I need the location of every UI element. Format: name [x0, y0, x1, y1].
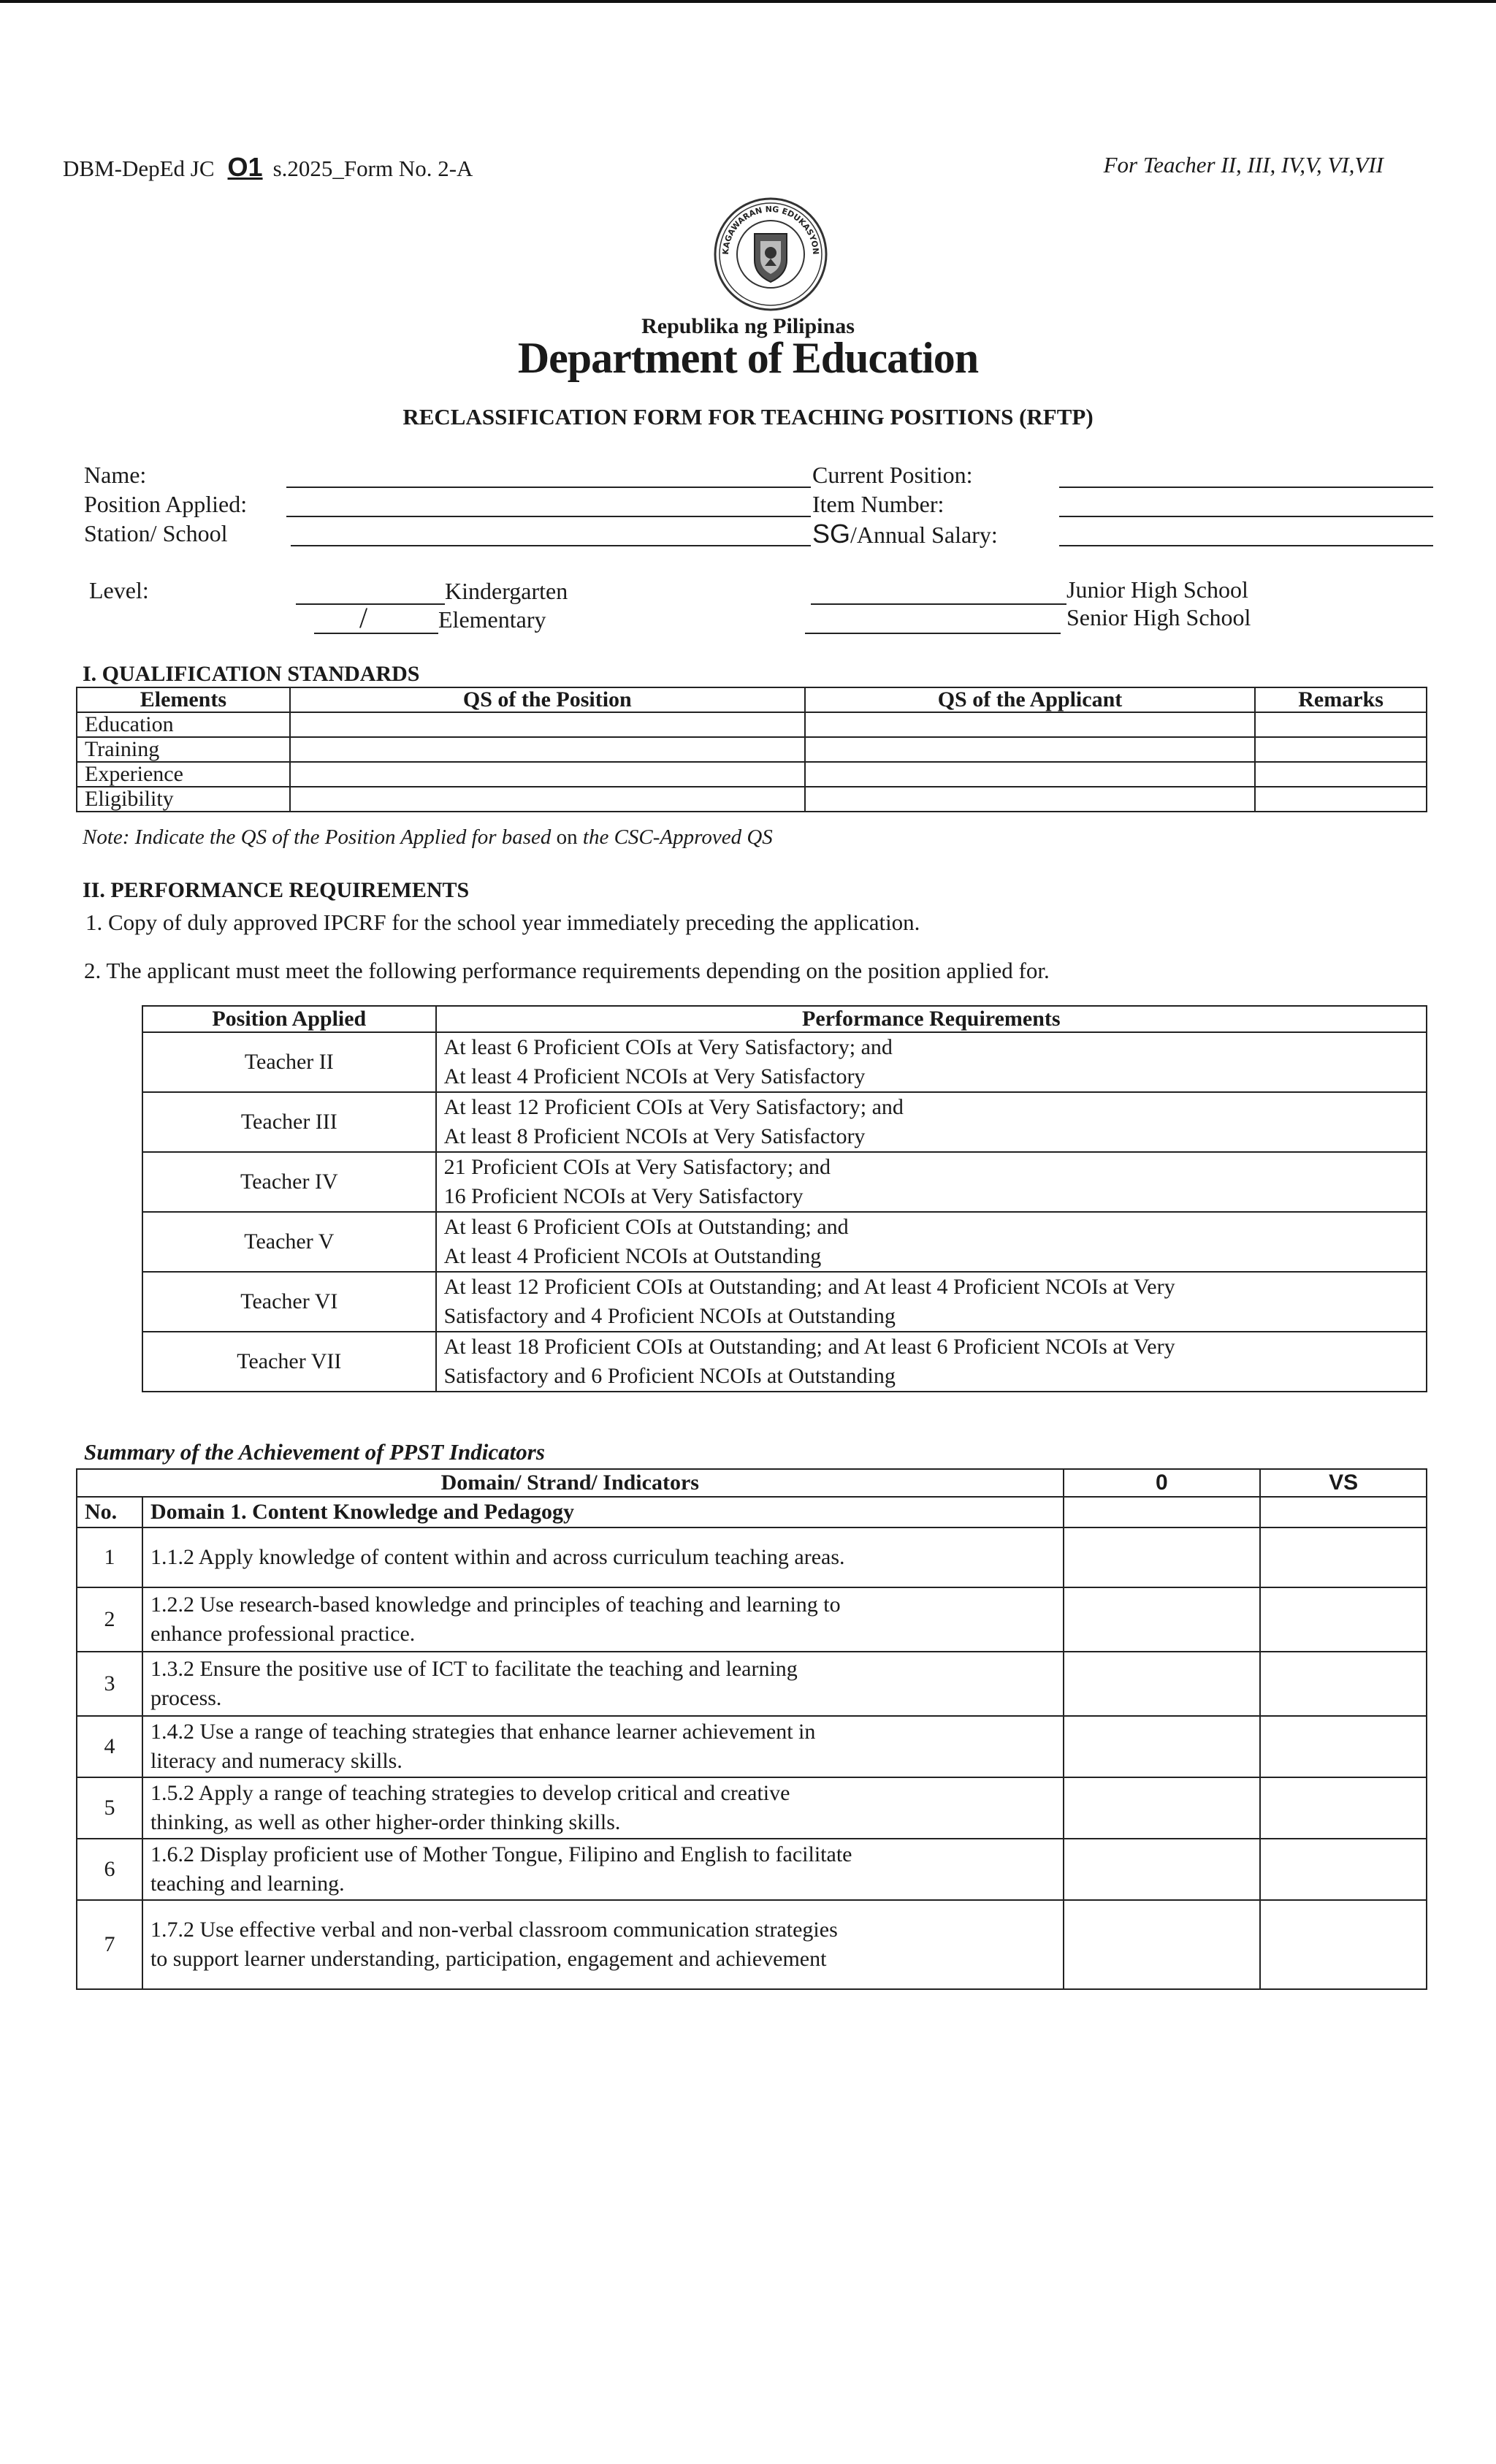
- table-row: Teacher VI At least 12 Proficient COIs at Outstanding; and At least 4 Proficient NCOIs at Very Satisfactory and 4 Proficient NCOIs at Outstanding: [142, 1272, 1427, 1332]
- elementary-blank[interactable]: [314, 633, 438, 634]
- position-applied-label: Position Applied:: [84, 491, 248, 517]
- table-row: 1 1.1.2 Apply knowledge of content within and across curriculum teaching areas.: [77, 1527, 1427, 1587]
- station-school-field[interactable]: [291, 545, 811, 546]
- deped-seal-icon: [712, 196, 829, 313]
- domain-row: No. Domain 1. Content Knowledge and Pedagogy: [77, 1497, 1427, 1527]
- current-position-label: Current Position:: [812, 462, 973, 488]
- qualification-table: [76, 687, 1427, 812]
- svg-text:KAGAWARAN NG EDUKASYON: KAGAWARAN NG EDUKASYON: [720, 204, 821, 255]
- item-number-label: Item Number:: [812, 491, 944, 517]
- col-elements: Elements: [77, 687, 290, 712]
- table-row: 6 1.6.2 Display proficient use of Mother Tongue, Filipino and English to facilitate teaching and learning.: [77, 1839, 1427, 1900]
- current-position-field[interactable]: [1059, 487, 1433, 488]
- performance-table: [142, 1005, 1427, 1392]
- junior-high-label: Junior High School: [1066, 576, 1248, 603]
- table-row: Eligibility: [77, 787, 1427, 812]
- table-row: 5 1.5.2 Apply a range of teaching strategies to develop critical and creative thinking, as well as other higher-order thinking skills.: [77, 1777, 1427, 1839]
- table-row: Teacher VII At least 18 Proficient COIs at Outstanding; and At least 6 Proficient NCOIs at Very Satisfactory and 6 Proficient NCOIs at Outstanding: [142, 1332, 1427, 1392]
- level-label: Level:: [89, 577, 149, 603]
- table-header: [142, 1006, 1427, 1032]
- table-row: Teacher III At least 12 Proficient COIs at Very Satisfactory; and At least 8 Proficient NCOIs at Very Satisfactory: [142, 1092, 1427, 1152]
- top-border: [0, 0, 1496, 3]
- table-row: 7 1.7.2 Use effective verbal and non-verbal classroom communication strategies to support learner understanding, participation, engagement and achievement: [77, 1900, 1427, 1989]
- qualification-heading: I. QUALIFICATION STANDARDS: [83, 662, 420, 686]
- table-row: Teacher II At least 6 Proficient COIs at Very Satisfactory; and At least 4 Proficient NCOIs at Very Satisfactory: [142, 1032, 1427, 1092]
- sg-annual-salary-field[interactable]: [1059, 545, 1433, 546]
- qs-note: Note: Indicate the QS of the Position Applied for based on the CSC-Approved QS: [83, 825, 773, 849]
- form-title: RECLASSIFICATION FORM FOR TEACHING POSITIONS (RFTP): [402, 404, 1094, 430]
- col-o: 0: [1064, 1469, 1261, 1497]
- item-number-field[interactable]: [1059, 516, 1433, 517]
- position-applied-field[interactable]: [286, 516, 811, 517]
- name-field[interactable]: [286, 487, 811, 488]
- form-code: O1: [227, 152, 263, 182]
- ppst-table: [76, 1468, 1427, 1990]
- performance-item-1: 1. Copy of duly approved IPCRF for the school year immediately preceding the application.: [85, 909, 920, 935]
- table-row: 2 1.2.2 Use research-based knowledge and principles of teaching and learning to enhance professional practice.: [77, 1587, 1427, 1652]
- table-header: [77, 1469, 1427, 1497]
- table-row: Education: [77, 712, 1427, 737]
- table-row: Training: [77, 737, 1427, 762]
- senior-high-blank[interactable]: [805, 633, 1061, 634]
- applicability-note: For Teacher II, III, IV,V, VI,VII: [1103, 152, 1384, 178]
- col-performance-requirements: Performance Requirements: [436, 1006, 1427, 1032]
- table-row: Experience: [77, 762, 1427, 787]
- table-header: [77, 687, 1427, 712]
- performance-item-2: 2. The applicant must meet the following performance requirements depending on the position applied for.: [84, 958, 1050, 983]
- department-title: Department of Education: [517, 334, 979, 382]
- kindergarten-label: Kindergarten: [445, 578, 568, 604]
- senior-high-label: Senior High School: [1066, 604, 1251, 630]
- elementary-label: Elementary: [438, 606, 546, 633]
- col-remarks: Remarks: [1255, 687, 1427, 712]
- elementary-mark: /: [359, 601, 368, 634]
- col-vs: VS: [1260, 1469, 1427, 1497]
- performance-heading: II. PERFORMANCE REQUIREMENTS: [83, 878, 470, 902]
- form-code-label: DBM-DepEd JC O1 s.2025_Form No. 2-A: [63, 152, 473, 182]
- name-label: Name:: [84, 462, 147, 488]
- junior-high-blank[interactable]: [811, 603, 1066, 605]
- col-qs-applicant: QS of the Applicant: [805, 687, 1255, 712]
- col-qs-position: QS of the Position: [290, 687, 805, 712]
- col-position-applied: Position Applied: [142, 1006, 436, 1032]
- table-row: Teacher V At least 6 Proficient COIs at Outstanding; and At least 4 Proficient NCOIs at Outstanding: [142, 1212, 1427, 1272]
- table-row: 3 1.3.2 Ensure the positive use of ICT to facilitate the teaching and learning process.: [77, 1652, 1427, 1716]
- col-domain: Domain/ Strand/ Indicators: [77, 1469, 1064, 1497]
- summary-title: Summary of the Achievement of PPST Indicators: [84, 1439, 545, 1465]
- station-school-label: Station/ School: [84, 520, 228, 546]
- sg-annual-salary-label: SG/Annual Salary:: [812, 519, 998, 549]
- republika-label: Republika ng Pilipinas: [641, 314, 855, 338]
- table-row: 4 1.4.2 Use a range of teaching strategies that enhance learner achievement in literacy and numeracy skills.: [77, 1716, 1427, 1777]
- kindergarten-blank[interactable]: [296, 603, 445, 605]
- table-row: Teacher IV 21 Proficient COIs at Very Satisfactory; and 16 Proficient NCOIs at Very Satisfactory: [142, 1152, 1427, 1212]
